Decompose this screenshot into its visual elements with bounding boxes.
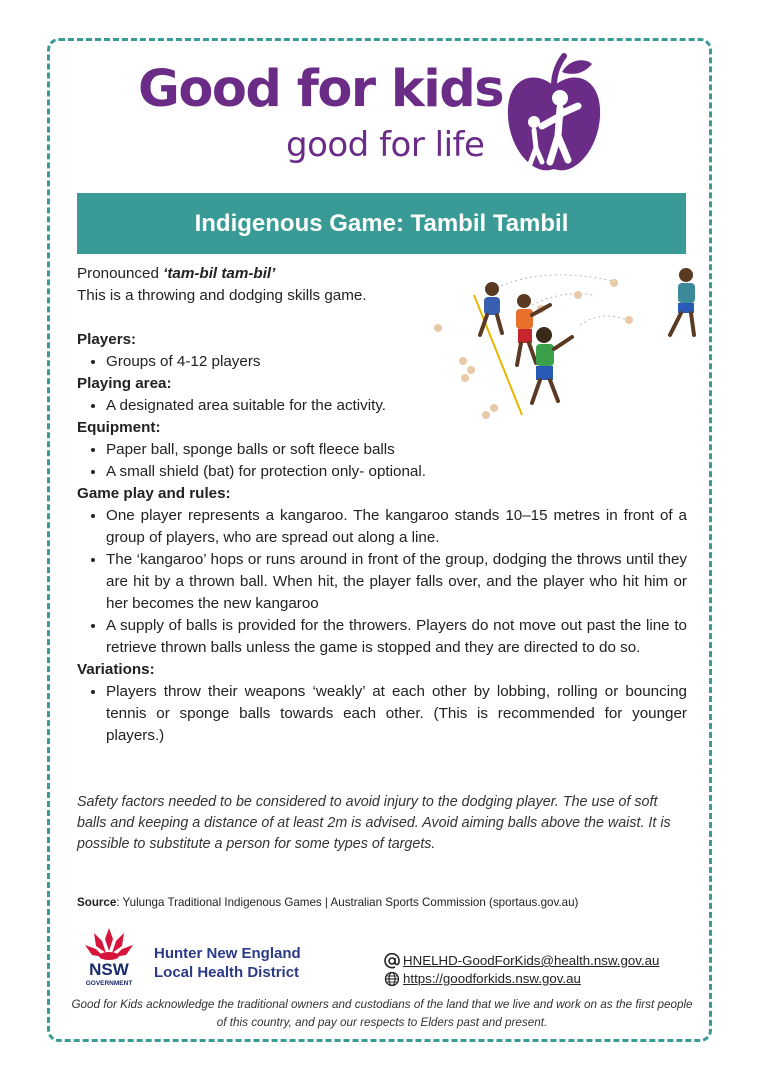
main-content (77, 263, 687, 747)
list-item: • Groups of 4-12 players (106, 351, 687, 373)
at-sign-icon (384, 953, 400, 969)
list-item: • A supply of balls is provided for the throwers. Players do not move out past the line to retrieve thrown balls unless the game is stopped and they are directed to do so. (106, 615, 687, 659)
logo-line-2: good for life (286, 125, 485, 165)
website-link[interactable]: https://goodforkids.nsw.gov.au (403, 971, 581, 986)
equipment-list (77, 439, 687, 483)
variations-list (77, 681, 687, 747)
players-heading: Players: (77, 331, 137, 348)
list-item: • A small shield (bat) for protection only- optional. (106, 461, 687, 483)
list-item: • The ‘kangaroo’ hops or runs around in front of the group, dodging the throws until they are hit by a thrown ball. When hit, the player falls over, and the player who hit him or her becomes the new kangaroo (106, 549, 687, 615)
website-row (384, 970, 659, 988)
safety-note: Safety factors needed to be considered to avoid injury to the dodging player. The use of soft balls and keeping a distance of at least 2m is advised. Avoid aiming balls above the waist. It is possible to substitute a person for some types of targets. (77, 794, 671, 852)
rules-list (77, 505, 687, 659)
pronounced-label: Pronounced (77, 265, 164, 282)
good-for-kids-logo (138, 52, 608, 180)
page-title: Indigenous Game: Tambil Tambil (194, 209, 569, 237)
source-text: : Yulunga Traditional Indigenous Games | Australian Sports Commission (sportaus.gov.au) (116, 896, 579, 909)
health-district-name (154, 944, 301, 982)
equipment-heading: Equipment: (77, 419, 161, 436)
district-line-1: Hunter New England (154, 945, 301, 962)
source-line (77, 896, 578, 909)
email-row (384, 952, 659, 970)
list-item: • A designated area suitable for the activity. (106, 395, 687, 417)
contact-links (384, 952, 659, 988)
nsw-government-logo (80, 925, 138, 989)
district-line-2: Local Health District (154, 964, 300, 981)
game-description: This is a throwing and dodging skills game. (77, 287, 367, 304)
list-item: • Players throw their weapons ‘weakly’ at each other by lobbing, rolling or bouncing tennis or sponge balls towards each other. (This is recommended for younger players.) (106, 681, 687, 747)
players-list (77, 351, 687, 373)
acknowledgement-of-country: Good for Kids acknowledge the traditional owners and custodians of the land that we live and work on as the first people of this country, and pay our respects to Elders past and present. (71, 998, 693, 1029)
nsw-text: NSW (89, 960, 129, 979)
globe-icon (384, 971, 400, 987)
variations-heading: Variations: (77, 661, 155, 678)
pronunciation-line (77, 263, 687, 285)
apple-logo-icon (506, 52, 602, 176)
source-label: Source (77, 896, 117, 909)
playing-area-heading: Playing area: (77, 375, 172, 392)
nsw-government-text: GOVERNMENT (85, 980, 133, 987)
title-banner (77, 193, 686, 254)
email-link[interactable]: HNELHD-GoodForKids@health.nsw.gov.au (403, 953, 660, 968)
list-item: • One player represents a kangaroo. The kangaroo stands 10–15 metres in front of a group of players, who are spread out along a line. (106, 505, 687, 549)
pronounced-word: ‘tam-bil tam-bil’ (163, 265, 276, 282)
list-item: • Paper ball, sponge balls or soft fleece balls (106, 439, 687, 461)
playing-area-list (77, 395, 687, 417)
logo-line-1: Good for kids (138, 60, 504, 119)
rules-heading: Game play and rules: (77, 485, 231, 502)
